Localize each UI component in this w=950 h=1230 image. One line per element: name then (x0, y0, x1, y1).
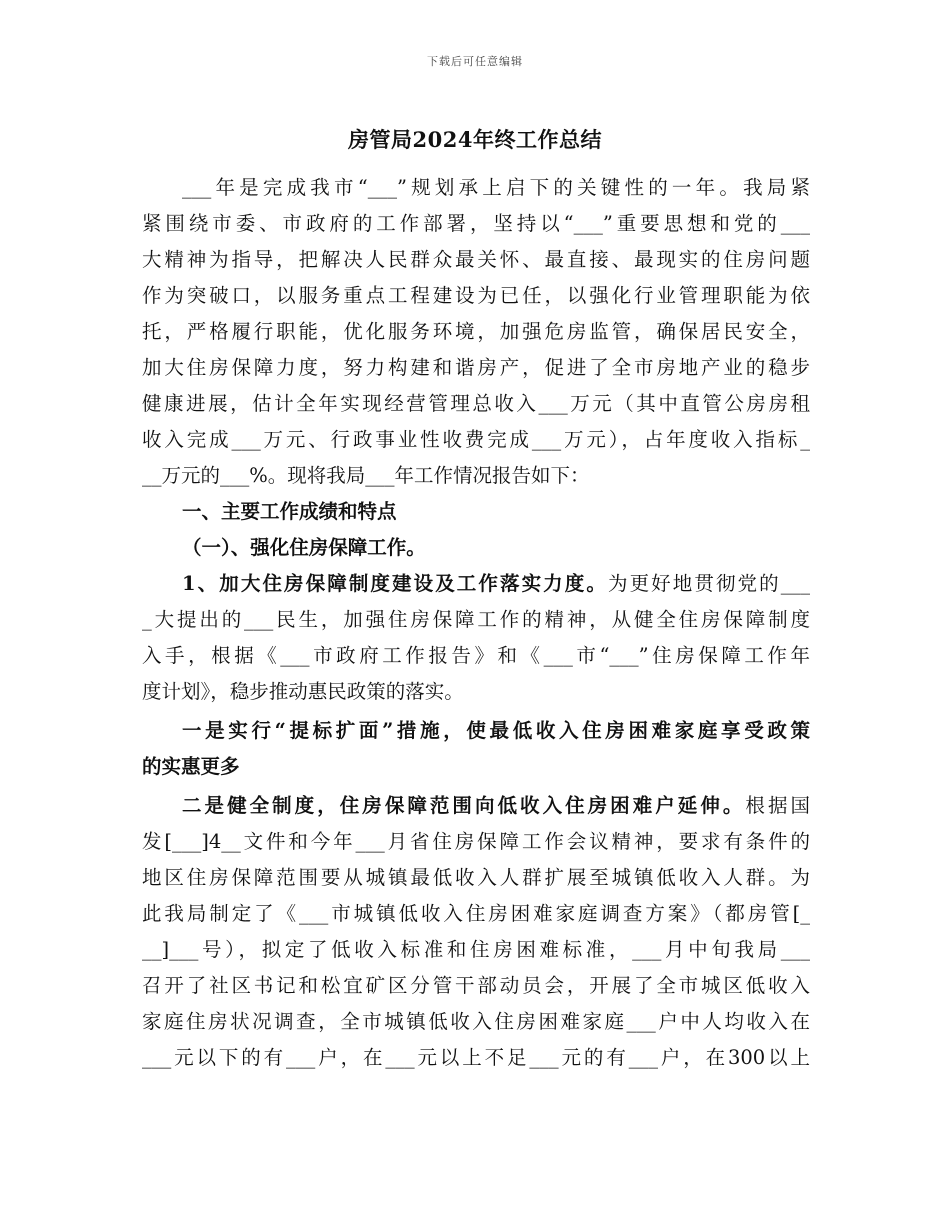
point-heading: 二是健全制度，住房保障范围向低收入住房困难户延伸。 (182, 794, 746, 817)
paragraph-line: 加大住房保障力度，努力构建和谐房产，促进了全市房地产业的稳步 (142, 356, 810, 379)
paragraph-line: ___元以下的有___户，在___元以上不足___元的有___户，在300以上 (142, 1046, 810, 1069)
subsection-heading: （一）、强化住房保障工作。 (182, 536, 426, 559)
item-heading: 1、加大住房保障制度建设及工作落实力度。 (182, 572, 608, 595)
paragraph-line: 健康进展，估计全年实现经营管理总收入___万元（其中直管公房房租 (142, 392, 810, 415)
paragraph-line: 入手，根据《___市政府工作报告》和《___市“___”住房保障工作年 (142, 644, 810, 667)
paragraph-line: 紧围绕市委、市政府的工作部署，坚持以“___”重要思想和党的___ (142, 212, 810, 235)
paragraph-line: 发[___]4__文件和今年___月省住房保障工作会议精神，要求有条件的 (142, 830, 810, 853)
paragraph-line: _大提出的___民生，加强住房保障工作的精神，从健全住房保障制度 (142, 608, 810, 631)
item-text: 为更好地贯彻党的___ (607, 572, 810, 595)
section-heading: 一、主要工作成绩和特点 (182, 500, 397, 523)
header-note: 下载后可任意编辑 (427, 55, 523, 68)
paragraph-line: 家庭住房状况调查，全市城镇低收入住房困难家庭___户中人均收入在 (142, 1010, 810, 1033)
document-title: 房管局2024年终工作总结 (348, 127, 602, 152)
paragraph-line-mixed (142, 788, 810, 824)
paragraph-line: ___年是完成我市“___”规划承上启下的关键性的一年。我局紧 (182, 176, 810, 199)
paragraph-line: __万元的___%。现将我局___年工作情况报告如下： (142, 464, 590, 487)
point-heading: 的实惠更多 (142, 755, 240, 778)
paragraph-line: 召开了社区书记和松宜矿区分管干部动员会，开展了全市城区低收入 (142, 974, 810, 997)
document-body (142, 170, 810, 1076)
paragraph-line: 度计划》，稳步推动惠民政策的落实。 (142, 680, 464, 703)
paragraph-line: __]___号），拟定了低收入标准和住房困难标准，___月中旬我局___ (142, 938, 810, 961)
paragraph-line: 作为突破口，以服务重点工程建设为已任，以强化行业管理职能为依 (142, 284, 810, 307)
paragraph-line: 大精神为指导，把解决人民群众最关怀、最直接、最现实的住房问题 (142, 248, 810, 271)
paragraph-line: 地区住房保障范围要从城镇最低收入人群扩展至城镇低收入人群。为 (142, 866, 810, 889)
point-text: 根据国 (745, 794, 810, 817)
paragraph-line: 托，严格履行职能，优化服务环境，加强危房监管，确保居民安全， (142, 320, 810, 343)
point-heading: 一是实行“提标扩面”措施，使最低收入住房困难家庭享受政策 (182, 719, 810, 742)
paragraph-line-mixed (142, 566, 810, 602)
paragraph-line: 收入完成___万元、行政事业性收费完成___万元），占年度收入指标_ (142, 428, 810, 451)
paragraph-line: 此我局制定了《___市城镇低收入住房困难家庭调查方案》（都房管[_ (142, 902, 810, 925)
